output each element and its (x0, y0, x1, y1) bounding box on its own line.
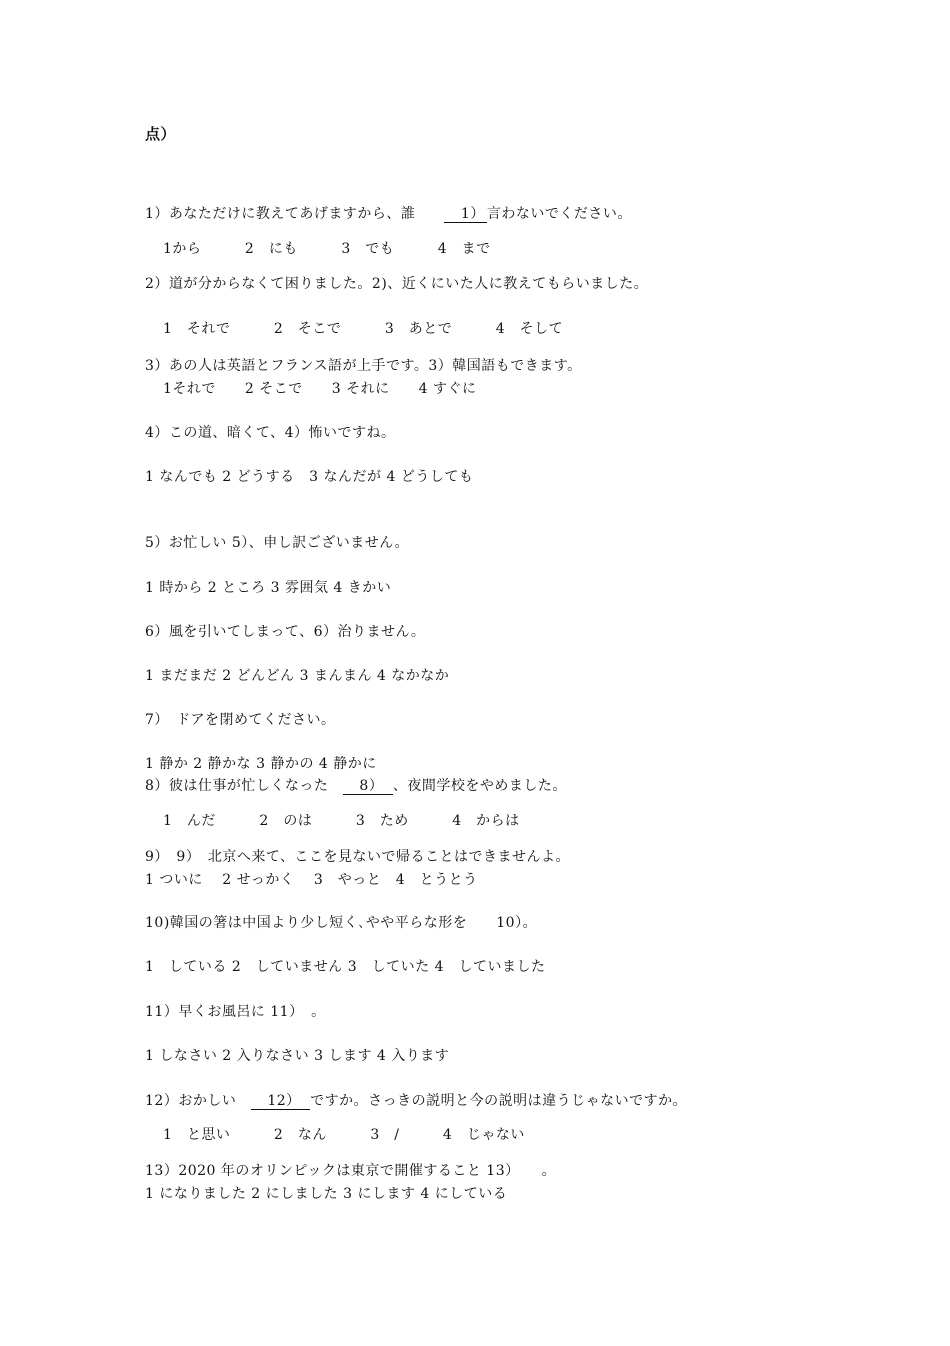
question-7-options: 1 静か 2 静かな 3 静かの 4 静かに (145, 756, 377, 772)
question-12-blank: 12） (252, 1093, 309, 1109)
question-12-options: 1 と思い 2 なん 3 / 4 じゃない (163, 1127, 525, 1143)
question-10: 10)韓国の箸は中国より少し短く､やや平らな形を 10）。 (145, 915, 538, 931)
question-2: 2）道が分からなくて困りました。2)、近くにいた人に教えてもらいました。 (145, 276, 649, 292)
question-9: 9） 9） 北京へ来て、ここを見ないで帰ることはできませんよ。 (145, 849, 571, 865)
question-1-post: 言わないでください。 (486, 206, 632, 222)
page-header: 点） (145, 125, 177, 143)
question-4: 4）この道、暗くて、4）怖いですね。 (145, 425, 396, 441)
question-5: 5）お忙しい 5）、申し訳ございません。 (145, 535, 410, 551)
question-8-options: 1 んだ 2 のは 3 ため 4 からは (163, 813, 520, 829)
question-8-post: 、夜間学校をやめました。 (392, 778, 567, 794)
question-11-options: 1 しなさい 2 入りなさい 3 します 4 入ります (145, 1048, 450, 1064)
question-1 (145, 205, 632, 223)
question-6: 6）風を引いてしまって、6）治りません。 (145, 624, 426, 640)
question-3-options: 1それで 2 そこで 3 それに 4 すぐに (163, 381, 477, 397)
question-6-options: 1 まだまだ 2 どんどん 3 まんまん 4 なかなか (145, 668, 450, 684)
question-1-pre: 1）あなただけに教えてあげますから、誰 (145, 206, 445, 222)
question-8 (145, 777, 567, 795)
question-1-options: 1から 2 にも 3 でも 4 まで (163, 241, 491, 257)
question-8-blank: 8） (344, 778, 391, 794)
question-3: 3）あの人は英語とフランス語が上手です。3）韓国語もできます。 (145, 358, 582, 374)
question-13-options: 1 になりました 2 にしました 3 にします 4 にしている (145, 1186, 508, 1202)
question-5-options: 1 時から 2 ところ 3 雰囲気 4 きかい (145, 580, 392, 596)
question-13: 13）2020 年のオリンピックは東京で開催すること 13） 。 (145, 1163, 557, 1179)
question-9-options: 1 ついに 2 せっかく 3 やっと 4 とうとう (145, 872, 478, 888)
question-12-post: ですか。さっきの説明と今の説明は違うじゃないですか。 (310, 1093, 688, 1109)
question-8-pre: 8）彼は仕事が忙しくなった (145, 778, 343, 794)
question-12-pre: 12）おかしい (145, 1093, 251, 1109)
question-12 (145, 1092, 687, 1110)
question-1-blank: 1） (446, 206, 485, 222)
question-2-options: 1 それで 2 そこで 3 あとで 4 そして (163, 321, 564, 337)
question-7: 7） ドアを閉めてください。 (145, 712, 336, 728)
question-10-options: 1 している 2 していません 3 していた 4 していました (145, 959, 546, 975)
question-11: 11）早くお風呂に 11） 。 (145, 1004, 326, 1020)
question-4-options: 1 なんでも 2 どうする 3 なんだが 4 どうしても (145, 469, 474, 485)
